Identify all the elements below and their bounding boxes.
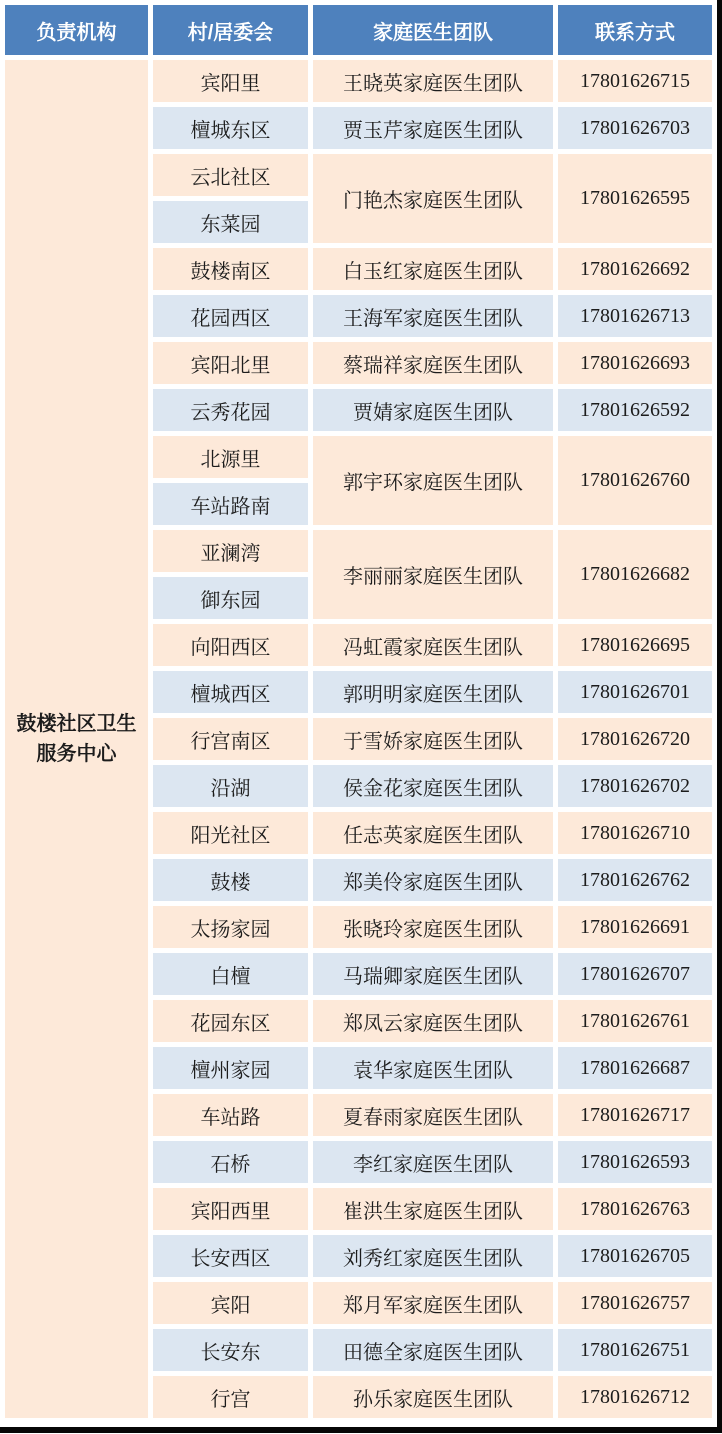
header-family-doctor-team: 家庭医生团队 <box>313 5 553 55</box>
phone-cell: 17801626682 <box>558 530 712 619</box>
phone-cell: 17801626710 <box>558 812 712 854</box>
phone-cell: 17801626687 <box>558 1047 712 1089</box>
village-cell: 长安东 <box>153 1329 308 1371</box>
phone-cell: 17801626751 <box>558 1329 712 1371</box>
village-cell: 沿湖 <box>153 765 308 807</box>
table-row <box>5 60 712 102</box>
team-cell: 门艳杰家庭医生团队 <box>313 154 553 243</box>
village-cell: 宾阳里 <box>153 60 308 102</box>
team-cell: 孙乐家庭医生团队 <box>313 1376 553 1418</box>
team-cell: 郑凤云家庭医生团队 <box>313 1000 553 1042</box>
phone-cell: 17801626707 <box>558 953 712 995</box>
team-cell: 白玉红家庭医生团队 <box>313 248 553 290</box>
village-cell: 车站路 <box>153 1094 308 1136</box>
team-cell: 郑月军家庭医生团队 <box>313 1282 553 1324</box>
team-cell: 贾婧家庭医生团队 <box>313 389 553 431</box>
phone-cell: 17801626713 <box>558 295 712 337</box>
team-cell: 刘秀红家庭医生团队 <box>313 1235 553 1277</box>
phone-cell: 17801626695 <box>558 624 712 666</box>
village-cell: 车站路南 <box>153 483 308 525</box>
team-cell: 郑美伶家庭医生团队 <box>313 859 553 901</box>
village-cell: 鼓楼 <box>153 859 308 901</box>
phone-cell: 17801626691 <box>558 906 712 948</box>
village-cell: 行宫 <box>153 1376 308 1418</box>
village-cell: 云北社区 <box>153 154 308 196</box>
phone-cell: 17801626702 <box>558 765 712 807</box>
team-cell: 马瑞卿家庭医生团队 <box>313 953 553 995</box>
team-cell: 田德全家庭医生团队 <box>313 1329 553 1371</box>
village-cell: 石桥 <box>153 1141 308 1183</box>
village-cell: 檀城东区 <box>153 107 308 149</box>
team-cell: 贾玉芹家庭医生团队 <box>313 107 553 149</box>
team-cell: 李红家庭医生团队 <box>313 1141 553 1183</box>
phone-cell: 17801626762 <box>558 859 712 901</box>
phone-cell: 17801626712 <box>558 1376 712 1418</box>
phone-cell: 17801626701 <box>558 671 712 713</box>
header-contact-info: 联系方式 <box>558 5 712 55</box>
team-cell: 侯金花家庭医生团队 <box>313 765 553 807</box>
team-cell: 郭宇环家庭医生团队 <box>313 436 553 525</box>
village-cell: 鼓楼南区 <box>153 248 308 290</box>
phone-cell: 17801626717 <box>558 1094 712 1136</box>
phone-cell: 17801626692 <box>558 248 712 290</box>
village-cell: 宾阳北里 <box>153 342 308 384</box>
village-cell: 向阳西区 <box>153 624 308 666</box>
team-cell: 冯虹霞家庭医生团队 <box>313 624 553 666</box>
header-village-committee: 村/居委会 <box>153 5 308 55</box>
phone-cell: 17801626720 <box>558 718 712 760</box>
village-cell: 云秀花园 <box>153 389 308 431</box>
team-cell: 王海军家庭医生团队 <box>313 295 553 337</box>
phone-cell: 17801626705 <box>558 1235 712 1277</box>
phone-cell: 17801626593 <box>558 1141 712 1183</box>
phone-cell: 17801626592 <box>558 389 712 431</box>
village-cell: 宾阳西里 <box>153 1188 308 1230</box>
team-cell: 于雪娇家庭医生团队 <box>313 718 553 760</box>
village-cell: 长安西区 <box>153 1235 308 1277</box>
team-cell: 李丽丽家庭医生团队 <box>313 530 553 619</box>
village-cell: 阳光社区 <box>153 812 308 854</box>
phone-cell: 17801626763 <box>558 1188 712 1230</box>
phone-cell: 17801626761 <box>558 1000 712 1042</box>
phone-cell: 17801626595 <box>558 154 712 243</box>
village-cell: 白檀 <box>153 953 308 995</box>
village-cell: 北源里 <box>153 436 308 478</box>
phone-cell: 17801626703 <box>558 107 712 149</box>
phone-cell: 17801626757 <box>558 1282 712 1324</box>
team-cell: 蔡瑞祥家庭医生团队 <box>313 342 553 384</box>
village-cell: 花园东区 <box>153 1000 308 1042</box>
team-cell: 任志英家庭医生团队 <box>313 812 553 854</box>
village-cell: 太扬家园 <box>153 906 308 948</box>
village-cell: 花园西区 <box>153 295 308 337</box>
team-cell: 张晓玲家庭医生团队 <box>313 906 553 948</box>
village-cell: 檀州家园 <box>153 1047 308 1089</box>
right-border-bar <box>717 0 722 1433</box>
village-cell: 御东园 <box>153 577 308 619</box>
header-row <box>5 5 712 55</box>
village-cell: 檀城西区 <box>153 671 308 713</box>
phone-cell: 17801626693 <box>558 342 712 384</box>
village-cell: 宾阳 <box>153 1282 308 1324</box>
table-body <box>5 60 712 1418</box>
village-cell: 亚澜湾 <box>153 530 308 572</box>
team-cell: 郭明明家庭医生团队 <box>313 671 553 713</box>
village-cell: 行宫南区 <box>153 718 308 760</box>
org-cell: 鼓楼社区卫生服务中心 <box>5 60 148 1418</box>
bottom-border-bar <box>0 1427 722 1433</box>
team-cell: 崔洪生家庭医生团队 <box>313 1188 553 1230</box>
team-cell: 袁华家庭医生团队 <box>313 1047 553 1089</box>
phone-cell: 17801626760 <box>558 436 712 525</box>
team-cell: 王晓英家庭医生团队 <box>313 60 553 102</box>
phone-cell: 17801626715 <box>558 60 712 102</box>
team-cell: 夏春雨家庭医生团队 <box>313 1094 553 1136</box>
header-responsible-org: 负责机构 <box>5 5 148 55</box>
village-cell: 东菜园 <box>153 201 308 243</box>
